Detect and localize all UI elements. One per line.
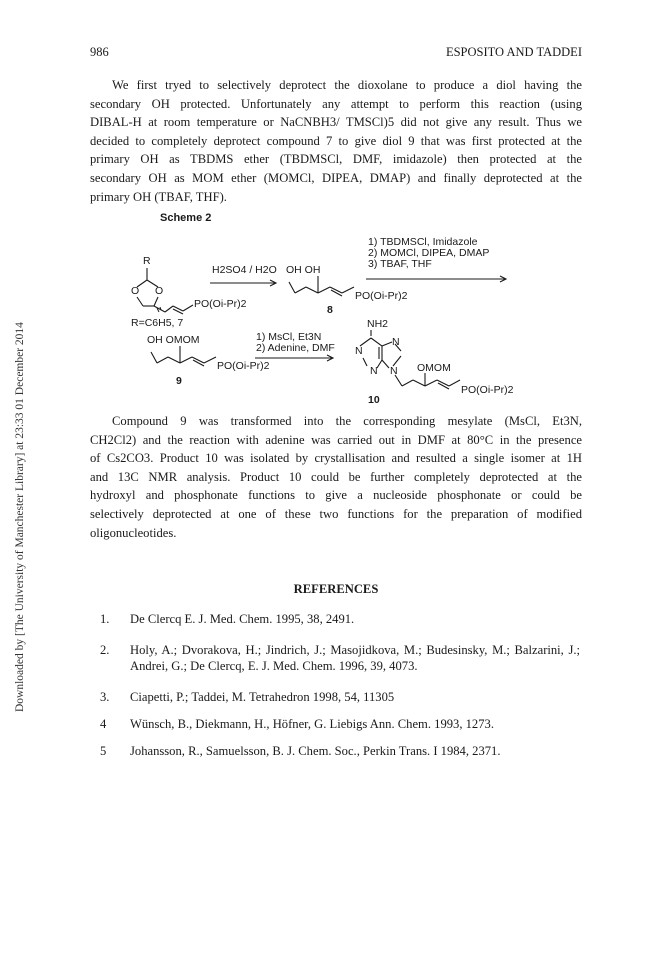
oxygen-atom: O bbox=[131, 285, 140, 297]
text-line: CH2Cl2) and the reaction with adenine was carried out in DMF at 80°C in the presence bbox=[90, 432, 582, 447]
phosphonate-group: PO(Oi-Pr)2 bbox=[217, 360, 270, 372]
running-title: ESPOSITO AND TADDEI bbox=[445, 45, 582, 59]
text-line: We first tryed to selectively deprotect the dioxolane to produce a diol having the bbox=[112, 78, 582, 92]
compound-10-label: 10 bbox=[368, 394, 380, 406]
scheme-title: Scheme 2 bbox=[160, 212, 212, 224]
phosphonate-group: PO(Oi-Pr)2 bbox=[355, 290, 408, 302]
reagent-step: 2) MOMCl, DIPEA, DMAP bbox=[368, 247, 490, 259]
nitrogen-atom: N bbox=[390, 365, 398, 377]
compound-8-label: 8 bbox=[327, 304, 333, 316]
page-number: 986 bbox=[90, 45, 109, 59]
reference-text: De Clercq E. J. Med. Chem. 1995, 38, 2491. bbox=[130, 612, 355, 626]
reference-number: 4 bbox=[100, 717, 107, 731]
reagent-step: 1) MsCl, Et3N bbox=[256, 331, 322, 343]
text-line: decided to completely deprotect compound 7 to give diol 9 that was first protected at the bbox=[90, 133, 582, 148]
reagents-3 bbox=[256, 332, 335, 354]
omom-group: OMOM bbox=[417, 362, 451, 374]
phosphonate-group: PO(Oi-Pr)2 bbox=[194, 298, 247, 310]
oxygen-atom: O bbox=[155, 285, 164, 297]
phosphonate-group: PO(Oi-Pr)2 bbox=[461, 384, 514, 396]
reference-number: 5 bbox=[100, 744, 107, 758]
reference-text: Holy, A.; Dvorakova, H.; Jindrich, J.; Masojidkova, M.; Budesinsky, M.; Balzarini, J.; Andrei, G.; De Clercq, E. J. Med. Chem. 1996, 39, 4073. bbox=[130, 643, 580, 673]
text-line: secondary OH as MOM ether (MOMCl, DIPEA, DMAP) and finally deprotected at the bbox=[90, 170, 582, 185]
reference-text: Wünsch, B., Diekmann, H., Höfner, G. Liebigs Ann. Chem. 1993, 1273. bbox=[130, 717, 494, 731]
reagent-step: 1) TBDMSCl, Imidazole bbox=[368, 236, 478, 248]
reagents-1: H2SO4 / H2O bbox=[212, 264, 277, 276]
reference-text: Ciapetti, P.; Taddei, M. Tetrahedron 1998, 54, 11305 bbox=[130, 690, 395, 704]
text-line: selectively deprotected at one of these two functions for the preparation of modified bbox=[90, 506, 582, 521]
compound-7-label: R=C6H5, 7 bbox=[131, 317, 184, 329]
references-heading: REFERENCES bbox=[293, 582, 379, 596]
reagents-2 bbox=[368, 237, 489, 270]
text-line: primary OH as TBDMS ether (TBDMSCl, DMF, imidazole) then protected at the bbox=[90, 152, 582, 167]
nitrogen-atom: N bbox=[392, 336, 400, 348]
reference-text: Johansson, R., Samuelsson, B. J. Chem. Soc., Perkin Trans. I 1984, 2371. bbox=[130, 744, 501, 758]
text-line: DIBAL-H at room temperature or NaCNBH3/ TMSCl)5 did not give any result. Thus we bbox=[90, 115, 582, 130]
reagent-step: 3) TBAF, THF bbox=[368, 258, 432, 270]
download-stamp: Downloaded by [The University of Manchester Library] at 23:33 01 December 2014 bbox=[14, 322, 26, 712]
text-line: primary OH (TBAF, THF). bbox=[90, 189, 227, 204]
compound-9-label: 9 bbox=[176, 375, 182, 387]
text-line: and 13C NMR analysis. Product 10 could be further completely deprotected at the bbox=[90, 469, 582, 484]
reference-number: 3. bbox=[100, 690, 110, 704]
paragraph-2 bbox=[90, 412, 582, 542]
r-group: R bbox=[143, 255, 151, 267]
nitrogen-atom: N bbox=[370, 365, 378, 377]
amino-group: NH2 bbox=[367, 318, 389, 330]
text-line: of Cs2CO3. Product 10 was isolated by crystallisation and resulted a single isomer at 1H bbox=[90, 451, 582, 466]
reference-number: 2. bbox=[100, 643, 110, 657]
hydroxyl-omom: OH OMOM bbox=[147, 334, 200, 346]
text-line: secondary OH protected. Unfortunately any attempt to perform this reaction (using bbox=[90, 96, 582, 111]
reference-number: 1. bbox=[100, 612, 110, 626]
text-line: hydroxyl and phosphonate functions to give a nucleoside phosphonate or could be bbox=[90, 488, 582, 503]
nitrogen-atom: N bbox=[355, 345, 363, 357]
text-line: Compound 9 was transformed into the corresponding mesylate (MsCl, Et3N, bbox=[112, 414, 582, 428]
text-line: oligonucleotides. bbox=[90, 525, 177, 540]
reagent-step: 2) Adenine, DMF bbox=[256, 342, 335, 354]
diol-hydroxyls: OH OH bbox=[286, 264, 321, 276]
